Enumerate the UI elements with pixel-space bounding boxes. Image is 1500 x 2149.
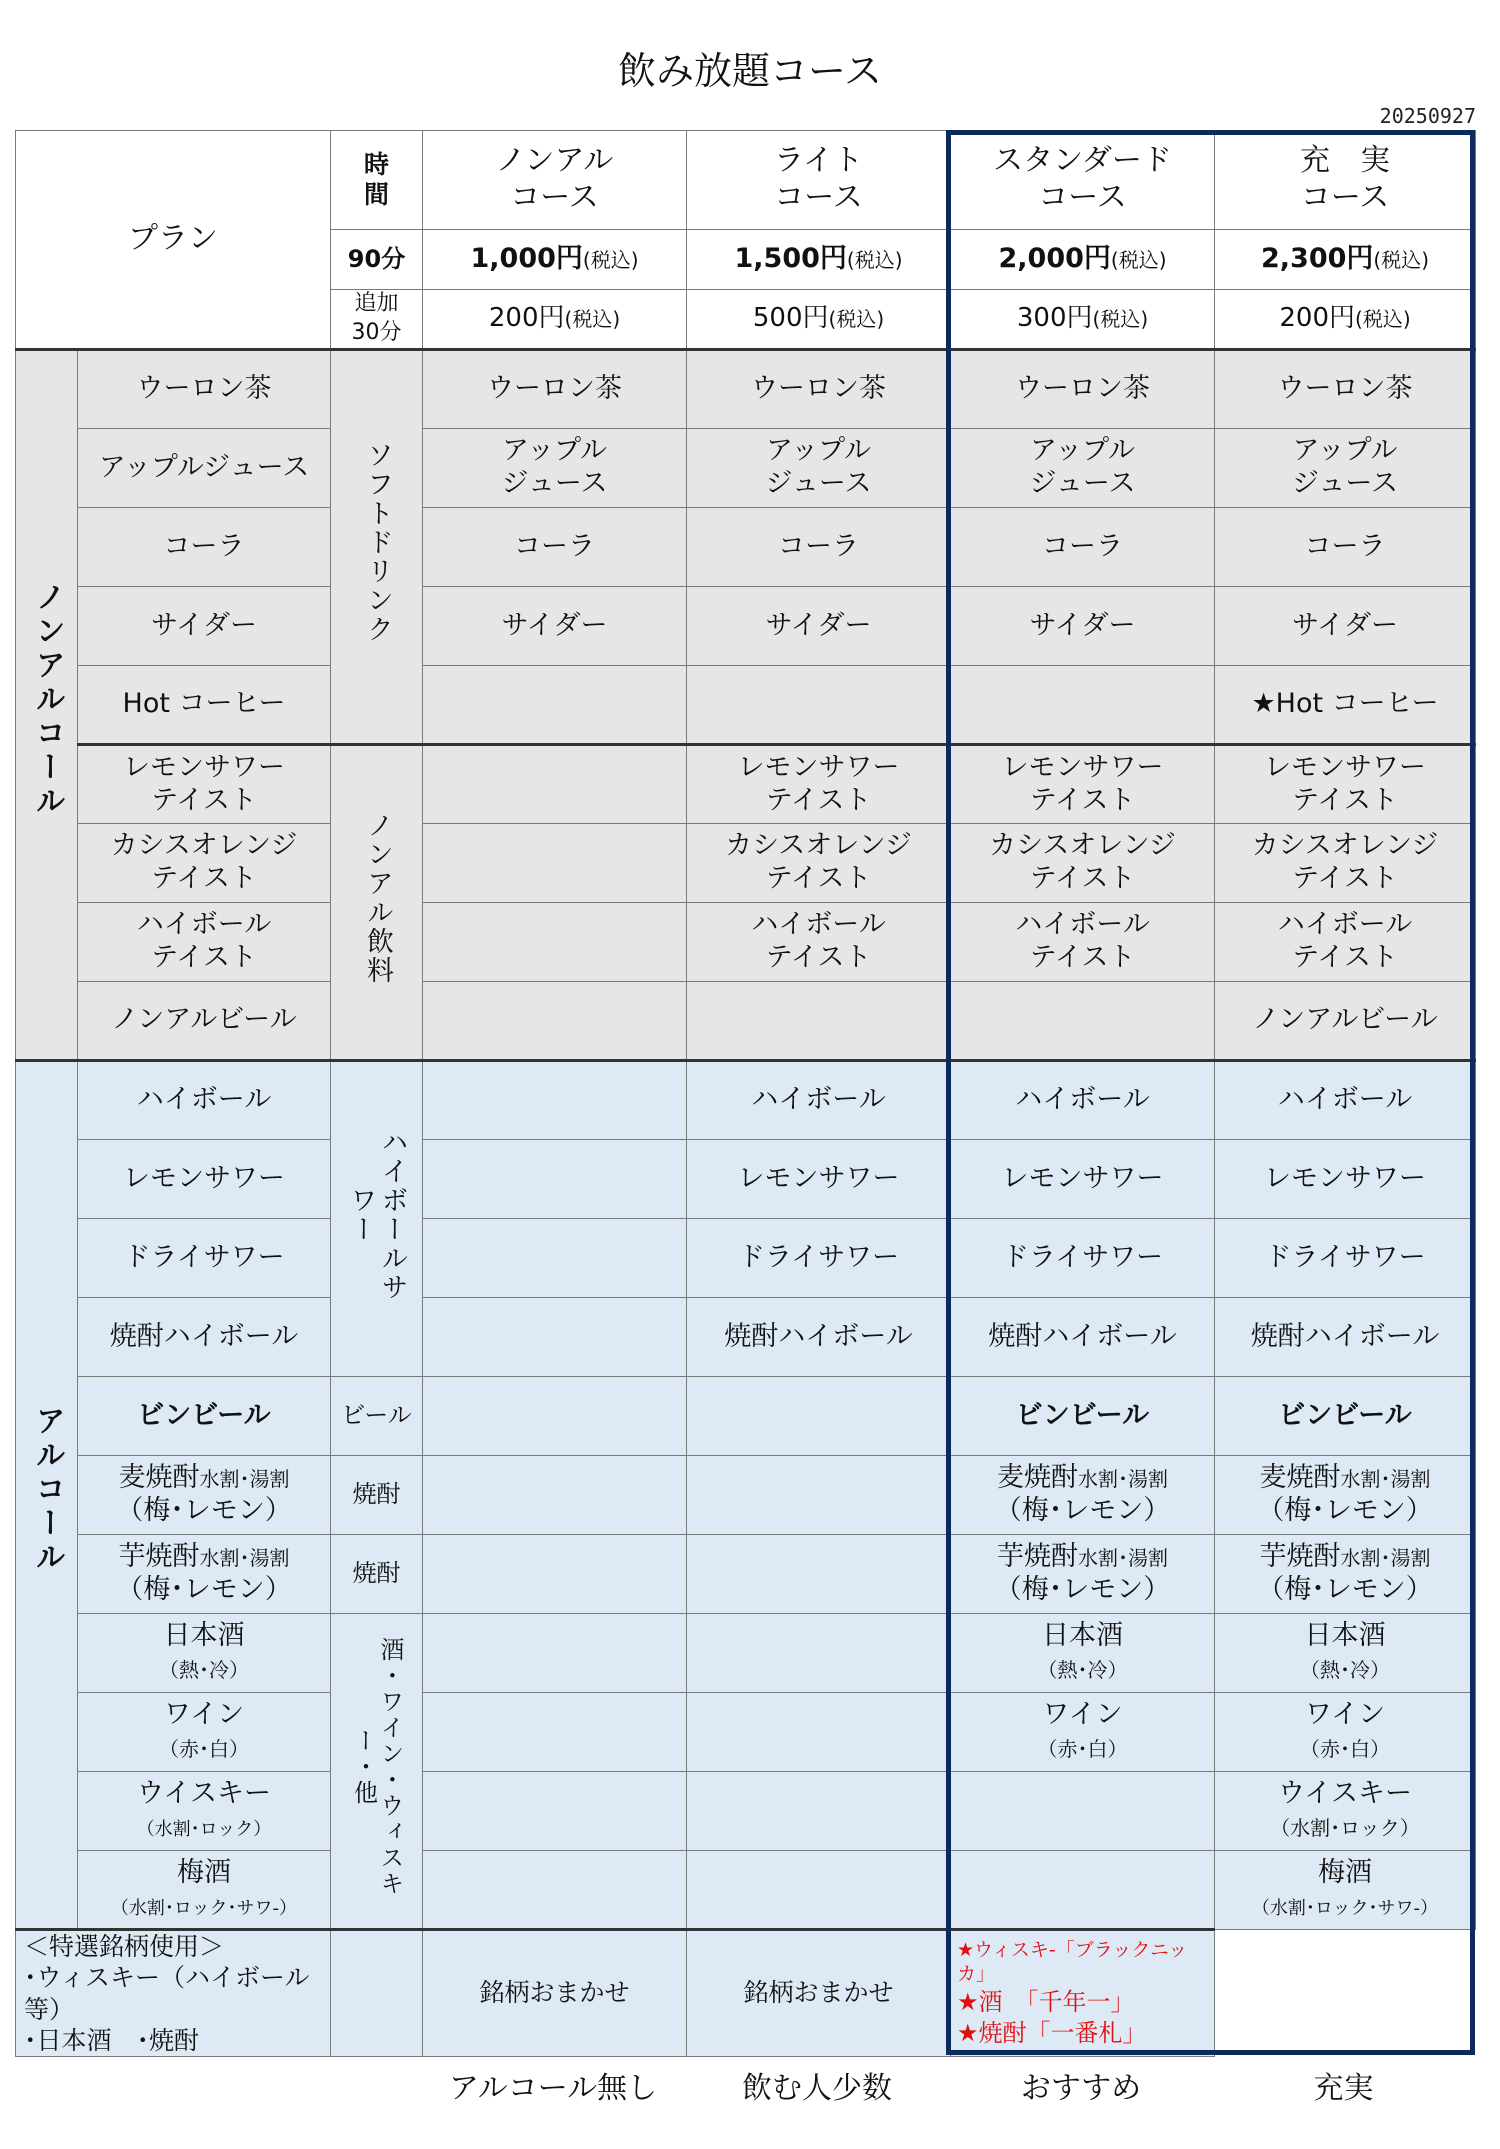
table-row [16,903,1476,982]
cell: ハイボール [1215,1061,1476,1140]
footer-standard: おすすめ [1020,2071,1142,2106]
cell: コーラ [687,508,951,587]
menu-item: 焼酎ハイボール [78,1298,331,1377]
cell [423,1298,687,1377]
cell: カシスオレンジ テイスト [951,824,1215,903]
cell [423,1772,687,1851]
cell: 日本酒 （熱･冷） [951,1614,1215,1693]
cell: 焼酎ハイボール [687,1298,951,1377]
cell: ハイボール テイスト [687,903,951,982]
cell: ウイスキー （水割･ロック） [1215,1772,1476,1851]
category-shochu: 焼酎 [331,1456,423,1535]
table-row [16,1140,1476,1219]
table-row [16,1298,1476,1377]
cell: レモンサワー [951,1140,1215,1219]
cell: ★Hot コーヒー [1215,666,1476,745]
cell [951,666,1215,745]
course-name-standard: スタンダード コース [951,131,1215,230]
cell [951,982,1215,1061]
premium-whisky: ★ウィスキ-「ブラックニッカ」 [957,1938,1188,1986]
cell [687,1377,951,1456]
table-row [16,1772,1476,1851]
footer-nonal: アルコール無し [448,2071,658,2106]
category-highball-sour: ハイボールサワー [331,1061,423,1377]
cell: アップル ジュース [1215,429,1476,508]
cell [687,1851,951,1930]
cell [951,1851,1215,1930]
table-row [16,350,1476,429]
table-row [16,1851,1476,1930]
cell: サイダー [951,587,1215,666]
cell: ウーロン茶 [1215,350,1476,429]
cell: ビンビール [951,1377,1215,1456]
menu-item: サイダー [78,587,331,666]
cell [687,982,951,1061]
premium-shochu: ★焼酎「一番札」 [957,2019,1147,2048]
cell: 日本酒 （熱･冷） [1215,1614,1476,1693]
price-light: 1,500円(税込) [687,230,951,290]
cell: 焼酎ハイボール [1215,1298,1476,1377]
cell: コーラ [423,508,687,587]
menu-item: 梅酒 （水割･ロック･サワ-） [78,1851,331,1930]
menu-item: ハイボール テイスト [78,903,331,982]
cell [423,1851,687,1930]
cell: 麦焼酎水割･湯割 （梅･レモン） [1215,1456,1476,1535]
cell [951,1772,1215,1851]
table-row [16,745,1476,824]
cell [687,1535,951,1614]
cell [331,1930,423,2057]
cell: カシスオレンジ テイスト [1215,824,1476,903]
cell: ハイボール [951,1061,1215,1140]
category-soft-drink: ソフトドリンク [331,350,423,745]
menu-item: アップルジュース [78,429,331,508]
cell [687,1456,951,1535]
page-title: 飲み放題コース [617,49,883,93]
cell: 芋焼酎水割･湯割 （梅･レモン） [951,1535,1215,1614]
menu-item: ワイン （赤･白） [78,1693,331,1772]
menu-item: ドライサワー [78,1219,331,1298]
menu-item: 日本酒 （熱･冷） [78,1614,331,1693]
cell [687,1693,951,1772]
extra-price-full: 200円(税込) [1215,290,1476,350]
table-row [16,1930,1476,2057]
table-row [16,1456,1476,1535]
menu-item: ウイスキー （水割･ロック） [78,1772,331,1851]
cell: ウーロン茶 [423,350,687,429]
cell [423,1377,687,1456]
cell: ビンビール [1215,1377,1476,1456]
cell: ハイボール テイスト [951,903,1215,982]
cell: レモンサワー テイスト [1215,745,1476,824]
cell: ウーロン茶 [951,350,1215,429]
menu-item: カシスオレンジ テイスト [78,824,331,903]
table-row [16,1614,1476,1693]
cell [423,745,687,824]
course-table [15,130,1476,2057]
cell: 芋焼酎水割･湯割 （梅･レモン） [1215,1535,1476,1614]
menu-item: 麦焼酎水割･湯割 （梅･レモン） [78,1456,331,1535]
cell: ドライサワー [1215,1219,1476,1298]
cell [423,1219,687,1298]
table-row [16,1693,1476,1772]
category-non-al-drink: ノンアル飲料 [331,745,423,1061]
cell: コーラ [951,508,1215,587]
cell: サイダー [1215,587,1476,666]
course-name-nonal: ノンアル コース [423,131,687,230]
cell: 銘柄おまかせ [687,1930,951,2057]
cell: レモンサワー テイスト [951,745,1215,824]
category-sake-wine: 酒・ワイン・ウィスキー・他 [331,1614,423,1930]
cell: ハイボール テイスト [1215,903,1476,982]
cell [423,1535,687,1614]
cell [423,824,687,903]
cell [423,1061,687,1140]
cell: アップル ジュース [951,429,1215,508]
cell: カシスオレンジ テイスト [687,824,951,903]
table-row [16,1535,1476,1614]
time-label: 時間 [331,131,423,230]
plan-header: プラン [16,131,331,350]
cell [687,1614,951,1693]
cell: サイダー [687,587,951,666]
footer-light: 飲む人少数 [742,2071,892,2106]
cell: 麦焼酎水割･湯割 （梅･レモン） [951,1456,1215,1535]
menu-item: ハイボール [78,1061,331,1140]
cell: 銘柄おまかせ [423,1930,687,2057]
menu-item: Hot コーヒー [78,666,331,745]
table-row [16,1219,1476,1298]
extra-30-label: 追加 30分 [331,290,423,350]
cell: ワイン （赤･白） [951,1693,1215,1772]
cell: 焼酎ハイボール [951,1298,1215,1377]
table-row [16,824,1476,903]
premium-brands [951,1930,1215,2057]
document-date: 20250927 [1379,104,1476,128]
cell [423,666,687,745]
cell: ワイン （赤･白） [1215,1693,1476,1772]
group-alcohol: アルコール [16,1061,78,1930]
cell: アップル ジュース [423,429,687,508]
price-full: 2,300円(税込) [1215,230,1476,290]
special-brands-label: ＜特選銘柄使用＞ ･ウィスキー（ハイボール等） ･日本酒 ･焼酎 [16,1930,331,2057]
menu-item: ウーロン茶 [78,350,331,429]
table-row [16,982,1476,1061]
cell [423,903,687,982]
duration-90: 90分 [331,230,423,290]
cell: コーラ [1215,508,1476,587]
cell: ドライサワー [951,1219,1215,1298]
cell [423,1614,687,1693]
cell: ハイボール [687,1061,951,1140]
cell: サイダー [423,587,687,666]
cell [423,1140,687,1219]
cell [423,982,687,1061]
category-beer: ビール [331,1377,423,1456]
cell: ノンアルビール [1215,982,1476,1061]
table-row [16,1377,1476,1456]
extra-price-light: 500円(税込) [687,290,951,350]
cell [423,1456,687,1535]
course-name-full: 充 実 コース [1215,131,1476,230]
table-row [16,508,1476,587]
price-nonal: 1,000円(税込) [423,230,687,290]
menu-item: レモンサワー テイスト [78,745,331,824]
cell: レモンサワー テイスト [687,745,951,824]
menu-item: ビンビール [78,1377,331,1456]
price-standard: 2,000円(税込) [951,230,1215,290]
cell [423,1693,687,1772]
course-name-light: ライト コース [687,131,951,230]
table-row [16,429,1476,508]
cell: ドライサワー [687,1219,951,1298]
extra-price-standard: 300円(税込) [951,290,1215,350]
cell [687,666,951,745]
menu-item: 芋焼酎水割･湯割 （梅･レモン） [78,1535,331,1614]
menu-item: レモンサワー [78,1140,331,1219]
extra-price-nonal: 200円(税込) [423,290,687,350]
premium-sake: ★酒 「千年一」 [957,1988,1135,2016]
table-row [16,587,1476,666]
menu-item: ノンアルビール [78,982,331,1061]
group-non-alcohol: ノンアルコール [16,350,78,1061]
footer-full: 充実 [1313,2071,1374,2106]
cell: ウーロン茶 [687,350,951,429]
cell: アップル ジュース [687,429,951,508]
table-row [16,1061,1476,1140]
cell: レモンサワー [687,1140,951,1219]
category-shochu-2: 焼酎 [331,1535,423,1614]
cell: レモンサワー [1215,1140,1476,1219]
cell [687,1772,951,1851]
cell: 梅酒 （水割･ロック･サワ-） [1215,1851,1476,1930]
table-row [16,666,1476,745]
menu-item: コーラ [78,508,331,587]
